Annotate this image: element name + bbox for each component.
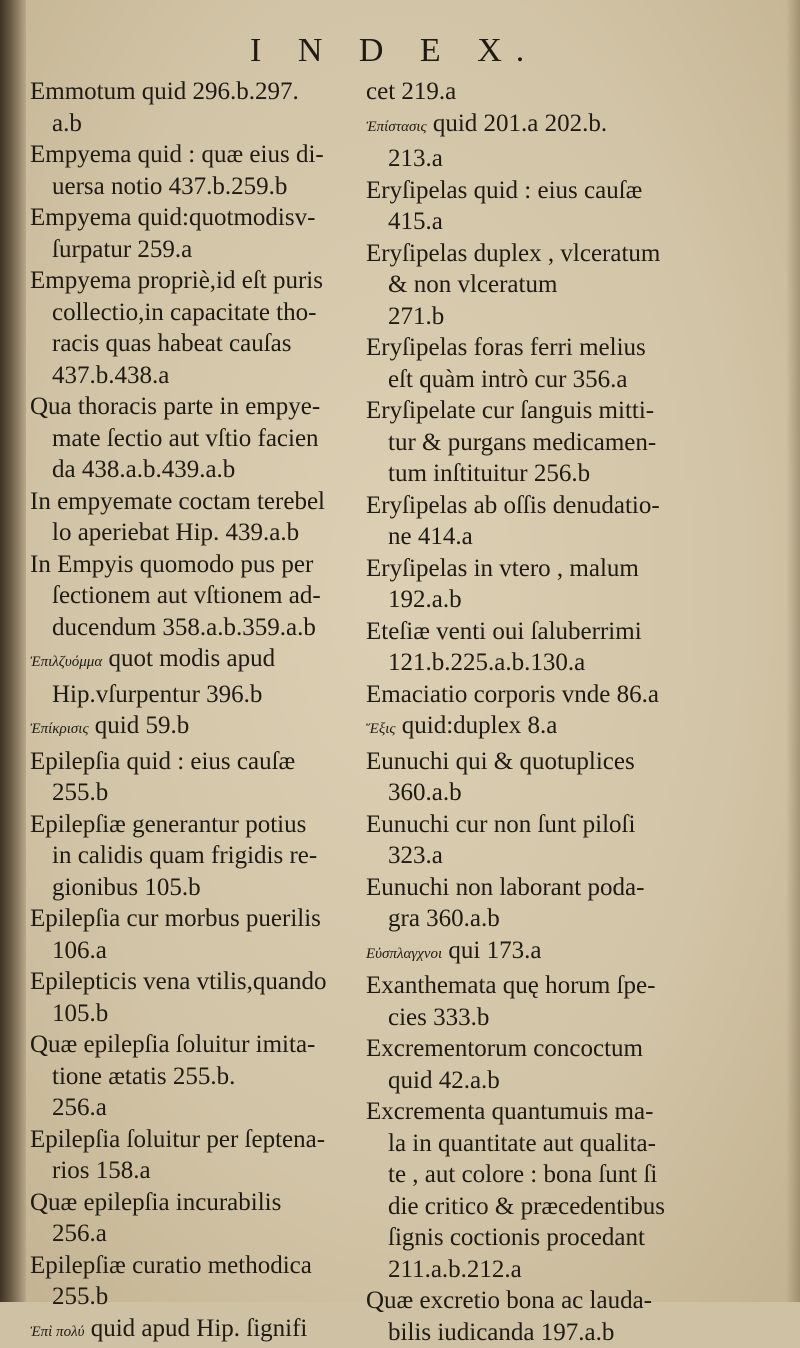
index-entry-line: Hip.vſurpentur 396.b: [30, 679, 350, 711]
index-entry-line: in calidis quam frigidis re-: [30, 840, 350, 872]
index-entry-line: a.b: [30, 108, 350, 140]
index-entry-line: 211.a.b.212.a: [366, 1254, 684, 1286]
index-entry-text: qui 173.a: [448, 937, 541, 964]
index-entry: [366, 490, 684, 553]
index-entry-line: die critico & præcedentibus: [366, 1191, 684, 1223]
index-entry: [366, 175, 684, 238]
index-entry-line: mate ſectio aut vſtio facien: [30, 423, 350, 455]
index-entry: [30, 139, 350, 202]
index-entry-line: Eunuchi non laborant poda-: [366, 872, 684, 904]
index-entry: [30, 486, 350, 549]
index-entry-line: uersa notio 437.b.259.b: [30, 171, 350, 203]
index-entry-line: Epilepſia ſoluitur per ſeptena-: [30, 1124, 350, 1156]
index-entry: [30, 265, 350, 391]
index-column-left: [30, 76, 350, 1348]
index-entry-line: rios 158.a: [30, 1155, 350, 1187]
index-entry-line: 437.b.438.a: [30, 360, 350, 392]
index-entry-line: gionibus 105.b: [30, 872, 350, 904]
index-entry: [366, 332, 684, 395]
index-entry: [30, 966, 350, 1029]
index-entry-line: [30, 710, 350, 746]
index-entry: [366, 76, 684, 108]
page-edge-shadow: [786, 0, 800, 1302]
index-entry-line: tum inſtituitur 256.b: [366, 458, 684, 490]
index-entry-line: Eunuchi qui & quotuplices: [366, 746, 684, 778]
index-entry-line: Eryſipelas quid : eius cauſæ: [366, 175, 684, 207]
index-entry: [30, 1124, 350, 1187]
index-entry: [30, 1313, 350, 1348]
index-entry-line: tur & purgans medicamen-: [366, 427, 684, 459]
index-entry-line: [30, 643, 350, 679]
index-entry-line: [30, 1313, 350, 1348]
greek-term: Ἐπὶ πολύ: [30, 1324, 84, 1340]
index-entry-line: cies 333.b: [366, 1002, 684, 1034]
index-entry: [366, 679, 684, 711]
index-entry-line: ne 414.a: [366, 521, 684, 553]
index-entry-line: 323.a: [366, 840, 684, 872]
index-entry-line: Quæ epilepſia ſoluitur imita-: [30, 1029, 350, 1061]
index-entry: [30, 1029, 350, 1124]
index-entry-line: & non vlceratum: [366, 269, 684, 301]
index-entry-line: lo aperiebat Hip. 439.a.b: [30, 517, 350, 549]
index-entry-line: 256.a: [30, 1092, 350, 1124]
index-entry-line: cet 219.a: [366, 76, 684, 108]
index-entry-line: quid 42.a.b: [366, 1065, 684, 1097]
index-entry-line: bilis iudicanda 197.a.b: [366, 1317, 684, 1348]
index-entry: [366, 395, 684, 490]
index-entry-line: Excrementa quantumuis ma-: [366, 1096, 684, 1128]
index-entry: [366, 935, 684, 971]
index-entry: [366, 238, 684, 333]
index-entry-line: ſectionem aut vſtionem ad-: [30, 580, 350, 612]
index-entry-line: 192.a.b: [366, 584, 684, 616]
index-entry: [30, 903, 350, 966]
index-entry-line: Eteſiæ venti oui ſaluberrimi: [366, 616, 684, 648]
index-entry-line: Quæ epilepſia incurabilis: [30, 1187, 350, 1219]
index-entry-line: 213.a: [366, 143, 684, 175]
index-entry-line: Eryſipelas foras ferri melius: [366, 332, 684, 364]
index-entry-line: Eunuchi cur non ſunt piloſi: [366, 809, 684, 841]
page-header: I N D E X.: [250, 32, 538, 70]
index-entry-line: eſt quàm intrò cur 356.a: [366, 364, 684, 396]
index-entry-line: Epilepſia quid : eius cauſæ: [30, 746, 350, 778]
index-entry-line: ducendum 358.a.b.359.a.b: [30, 612, 350, 644]
greek-term: Ἐπίκρισις: [30, 721, 89, 737]
index-entry: [366, 746, 684, 809]
index-entry-line: Eryſipelas duplex , vlceratum: [366, 238, 684, 270]
index-entry-line: da 438.a.b.439.a.b: [30, 454, 350, 486]
index-entry-line: 105.b: [30, 998, 350, 1030]
index-entry-line: 255.b: [30, 1281, 350, 1313]
index-entry: [30, 391, 350, 486]
index-entry: [30, 643, 350, 710]
index-entry-line: Epilepſiæ curatio methodica: [30, 1250, 350, 1282]
index-entry-line: ſignis coctionis procedant: [366, 1222, 684, 1254]
index-entry-line: 256.a: [30, 1218, 350, 1250]
index-entry-line: 121.b.225.a.b.130.a: [366, 647, 684, 679]
index-entry: [366, 108, 684, 175]
index-entry-line: racis quas habeat cauſas: [30, 328, 350, 360]
index-entry: [366, 1033, 684, 1096]
index-entry-text: quid apud Hip. ſignifi: [91, 1315, 308, 1342]
index-entry-line: 415.a: [366, 206, 684, 238]
index-entry-line: Excrementorum concoctum: [366, 1033, 684, 1065]
index-entry-line: Eryſipelas ab oſſis denudatio-: [366, 490, 684, 522]
index-entry-line: Empyema quid:quotmodisv-: [30, 202, 350, 234]
index-entry-line: Eryſipelate cur ſanguis mitti-: [366, 395, 684, 427]
index-entry-line: In Empyis quomodo pus per: [30, 549, 350, 581]
index-entry-line: Eryſipelas in vtero , malum: [366, 553, 684, 585]
index-entry: [30, 202, 350, 265]
index-entry: [30, 1250, 350, 1313]
index-entry: [366, 970, 684, 1033]
index-entry: [366, 1285, 684, 1348]
index-entry-line: tione ætatis 255.b.: [30, 1061, 350, 1093]
index-entry: [30, 76, 350, 139]
index-entry-line: Epilepſia cur morbus puerilis: [30, 903, 350, 935]
index-entry-line: In empyemate coctam terebel: [30, 486, 350, 518]
book-gutter: [0, 0, 26, 1302]
index-entry-line: Exanthemata quę horum ſpe-: [366, 970, 684, 1002]
index-entry-line: gra 360.a.b: [366, 903, 684, 935]
index-entry-text: quid:duplex 8.a: [402, 712, 558, 739]
index-entry-line: Emmotum quid 296.b.297.: [30, 76, 350, 108]
index-entry: [366, 553, 684, 616]
index-entry-line: 271.b: [366, 301, 684, 333]
index-entry: [30, 710, 350, 746]
index-entry-line: collectio,in capacitate tho-: [30, 297, 350, 329]
index-entry: [366, 1096, 684, 1285]
greek-term: Ἐπίστασις: [366, 119, 427, 135]
index-entry-line: [366, 108, 684, 144]
index-entry-line: Empyema quid : quæ eius di-: [30, 139, 350, 171]
index-entry: [366, 809, 684, 872]
index-entry-line: la in quantitate aut qualita-: [366, 1128, 684, 1160]
index-entry: [30, 1187, 350, 1250]
index-entry-line: 106.a: [30, 935, 350, 967]
index-entry: [366, 710, 684, 746]
greek-term: Εὐσπλαγχνοι: [366, 946, 442, 962]
index-entry-line: [366, 710, 684, 746]
index-entry: [30, 549, 350, 644]
index-entry: [366, 616, 684, 679]
index-entry: [30, 746, 350, 809]
index-entry-line: Empyema propriè,id eſt puris: [30, 265, 350, 297]
index-entry-line: Qua thoracis parte in empye-: [30, 391, 350, 423]
index-entry: [30, 809, 350, 904]
index-entry-line: Quæ excretio bona ac lauda-: [366, 1285, 684, 1317]
index-column-right: [366, 76, 684, 1348]
greek-term: Ἐπιλζυόμμα: [30, 654, 102, 670]
index-entry-line: [366, 935, 684, 971]
index-entry-line: Epilepticis vena vtilis,quando: [30, 966, 350, 998]
index-entry-line: Epilepſiæ generantur potius: [30, 809, 350, 841]
greek-term: Ἕξις: [366, 721, 396, 737]
index-entry-text: quid 59.b: [95, 712, 189, 739]
index-entry-text: quot modis apud: [108, 645, 275, 672]
index-entry-line: Emaciatio corporis vnde 86.a: [366, 679, 684, 711]
index-entry-line: 360.a.b: [366, 777, 684, 809]
index-entry-line: te , aut colore : bona ſunt ſi: [366, 1159, 684, 1191]
index-entry-line: ſurpatur 259.a: [30, 234, 350, 266]
index-entry: [366, 872, 684, 935]
index-entry-text: quid 201.a 202.b.: [433, 110, 607, 137]
index-entry-line: 255.b: [30, 777, 350, 809]
